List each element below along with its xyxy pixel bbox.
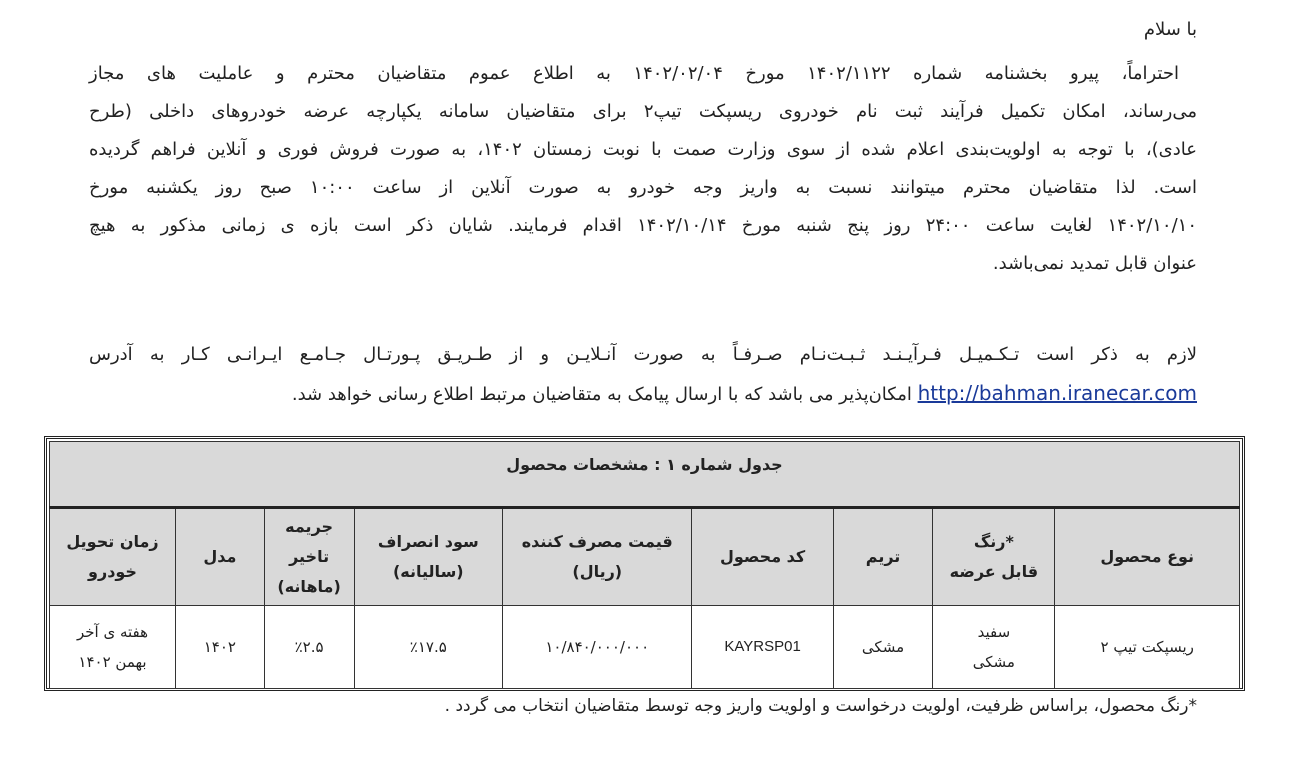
- header-price: [503, 508, 692, 606]
- header-penalty-line2: (ماهانه): [277, 577, 341, 596]
- table-row: [50, 606, 1240, 689]
- paragraph-portal-notice: [89, 336, 1197, 412]
- header-delivery: [50, 508, 176, 606]
- header-model: مدل: [176, 508, 265, 606]
- portal-link[interactable]: http://bahman.iranecar.com: [917, 381, 1197, 405]
- header-price-line1: قیمت مصرف کننده: [521, 532, 673, 551]
- cell-cancel-profit: ٪۱۷.۵: [354, 606, 503, 689]
- header-delay-penalty: [264, 508, 354, 606]
- product-specs-table: [44, 436, 1245, 691]
- header-cancel-line1: سود انصراف: [377, 532, 479, 551]
- header-product-type: نوع محصول: [1055, 508, 1240, 606]
- table-caption: جدول شماره ۱ : مشخصات محصول: [50, 442, 1240, 508]
- header-cancel-line2: (سالیانه): [392, 562, 464, 581]
- paragraph-line: می‌رساند، امکان تکمیل فرآیند ثبت نام خودروی ریسپکت تیپ۲ برای متقاضیان سامانه یکپارچه عرضه خودروهای داخلی (طرح: [89, 101, 1198, 122]
- header-trim: تریم: [833, 508, 932, 606]
- header-color-line1: *رنگ: [973, 532, 1014, 551]
- greeting: با سلام: [1143, 19, 1197, 40]
- cell-model: ۱۴۰۲: [176, 606, 265, 689]
- paragraph-line: عنوان قابل تمدید نمی‌باشد.: [992, 253, 1197, 274]
- color-footnote: *رنگ محصول، براساس ظرفیت، اولویت درخواست و اولویت واریز وجه توسط متقاضیان انتخاب می گردد .: [444, 696, 1197, 716]
- paragraph-registration-notice: [89, 55, 1197, 283]
- cell-delivery-line1: هفته ی آخر: [76, 623, 149, 641]
- header-cancel-profit: [354, 508, 503, 606]
- cell-product-type: ریسپکت تیپ ۲: [1055, 606, 1240, 689]
- cell-color-line1: سفید: [977, 623, 1011, 641]
- paragraph-line: احتراماً، پیرو بخشنامه شماره ۱۴۰۲/۱۱۲۲ مورخ ۱۴۰۲/۰۲/۰۴ به اطلاع عموم متقاضیان محترم و عاملیت های مجاز: [89, 63, 1179, 84]
- cell-price: ۱۰/۸۴۰/۰۰۰/۰۰۰: [503, 606, 692, 689]
- header-penalty-line1: جریمه تاخیر: [285, 517, 334, 566]
- product-table: [49, 441, 1240, 689]
- header-product-code: کد محصول: [692, 508, 833, 606]
- cell-product-code: KAYRSP01: [692, 606, 833, 689]
- paragraph-line: لازم به ذکر است تـکـمیـل فـرآیـنـد ثـبـت‌نـام صـرفـاً به صورت آنـلایـن و از طـریـق پـورتـال جـامـع ایـرانـی کـار به آدرس: [89, 344, 1197, 365]
- header-delivery-line2: خودرو: [88, 562, 137, 581]
- header-color: [933, 508, 1055, 606]
- paragraph-line: است. لذا متقاضیان محترم میتوانند نسبت به واریز وجه خودرو به صورت آنلاین از ساعت ۱۰:۰۰ صبح روز یکشنبه مورخ: [89, 177, 1197, 198]
- cell-delivery: [50, 606, 176, 689]
- header-price-line2: (ریال): [572, 562, 623, 581]
- cell-trim: مشکی: [833, 606, 932, 689]
- cell-delivery-line2: بهمن ۱۴۰۲: [78, 653, 147, 671]
- table-header-row: [50, 508, 1240, 606]
- paragraph-line: ۱۴۰۲/۱۰/۱۰ لغایت ساعت ۲۴:۰۰ روز پنج شنبه مورخ ۱۴۰۲/۱۰/۱۴ اقدام فرمایند. شایان ذکر است بازه ی زمانی مذکور به هیچ: [89, 215, 1198, 236]
- header-delivery-line1: زمان تحویل: [66, 532, 159, 551]
- header-color-line2: قابل عرضه: [949, 562, 1039, 581]
- cell-delay-penalty: ٪۲.۵: [264, 606, 354, 689]
- paragraph-line-with-link: [89, 374, 1197, 412]
- cell-color: [933, 606, 1055, 689]
- cell-color-line2: مشکی: [972, 653, 1015, 671]
- paragraph-line: عادی)، با توجه به اولویت‌بندی اعلام شده از سوی وزارت صمت با نوبت زمستان ۱۴۰۲، به صورت فروش فوری و آنلاین فراهم گردیده: [89, 139, 1197, 160]
- paragraph-line-rest: امکان‌پذیر می باشد که با ارسال پیامک به متقاضیان مرتبط اطلاع رسانی خواهد شد.: [291, 384, 918, 405]
